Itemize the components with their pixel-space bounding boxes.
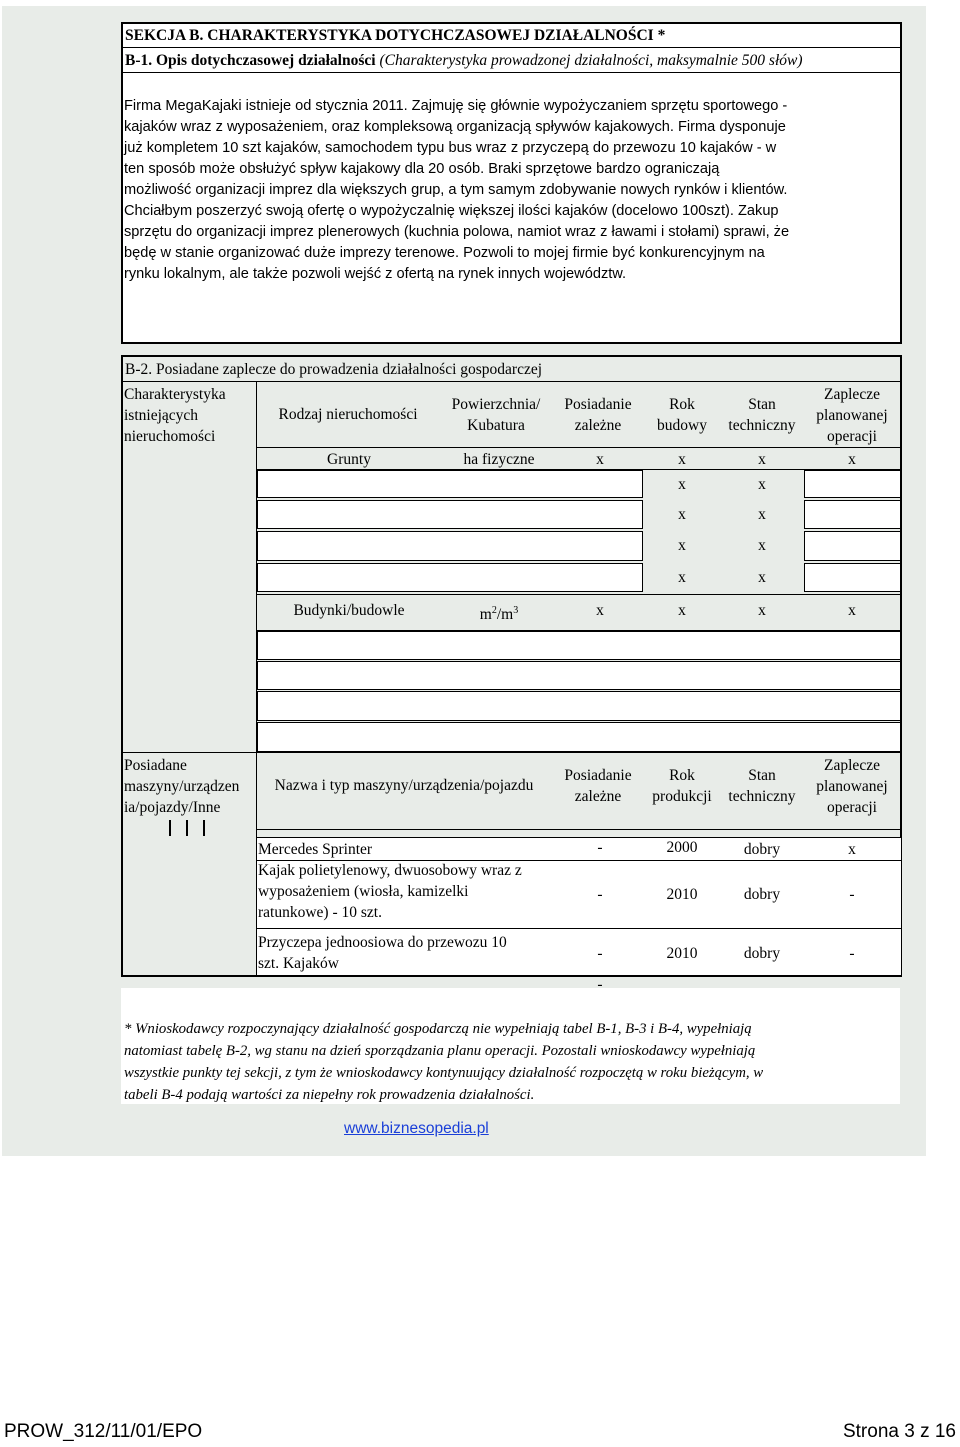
machine-year: 2010 — [666, 886, 698, 903]
budynki-condition: x — [758, 602, 766, 619]
budynki-label: Budynki/budowle — [293, 602, 405, 619]
machine-backup: - — [849, 886, 855, 903]
land-backup-cell[interactable] — [804, 531, 901, 561]
b1-title — [125, 51, 803, 71]
machines-header-year: Rok produkcji — [652, 767, 712, 805]
land-year-mark: x — [678, 569, 686, 586]
budynki-year: x — [678, 602, 686, 619]
grunty-label: Grunty — [327, 451, 371, 468]
land-year-mark: x — [678, 506, 686, 523]
footer-left: PROW_312/11/01/EPO — [4, 1421, 203, 1442]
building-row-cell[interactable] — [257, 691, 901, 721]
footnote — [124, 1018, 763, 1106]
header-type: Rodzaj nieruchomości — [278, 406, 418, 423]
b1-line: rynku lokalnym, ale także pozwoli wejść z ofertą na rynek innych województw. — [124, 266, 627, 282]
biznesopedia-link[interactable]: www.biznesopedia.pl — [344, 1120, 489, 1137]
land-condition-mark: x — [758, 506, 766, 523]
machine-name: Kajak polietylenowy, dwuosobowy wraz z wyposażeniem (wiosła, kamizelki ratunkowe) - 10 szt. — [258, 862, 522, 921]
header-area: Powierzchnia/ Kubatura — [451, 396, 541, 434]
footnote-line: wszystkie punkty tej sekcji, z tym że wnioskodawcy kontynuujący działalność rozpoczętą w roku bieżącym, w — [124, 1065, 764, 1081]
machine-dependent: - — [597, 886, 603, 903]
land-condition-mark: x — [758, 476, 766, 493]
grunty-dependent: x — [596, 451, 604, 468]
machine-name: Przyczepa jednoosiowa do przewozu 10 szt. Kajaków — [258, 934, 507, 972]
machine-name: Mercedes Sprinter — [258, 841, 373, 858]
land-name-cell[interactable] — [257, 500, 643, 529]
footnote-line: * Wnioskodawcy rozpoczynający działalność gospodarczą nie wypełniają tabel B-1, B-3 i B-4, wypełniają — [124, 1021, 752, 1037]
b1-title-italic: (Charakterystyka prowadzonej działalności, maksymalnie 500 słów) — [379, 52, 803, 69]
b1-line: sprzętu do organizacji imprez plenerowych (kuchnia polowa, namiot wraz z ławami i stołami) sprawi, że — [124, 224, 790, 240]
b1-title-bold: B-1. Opis dotychczasowej działalności — [125, 52, 376, 69]
machines-label: Posiadane maszyny/urządzen ia/pojazdy/Inne — [124, 757, 240, 816]
machine-backup: - — [849, 945, 855, 962]
b1-description — [124, 96, 789, 285]
land-year-mark: x — [678, 537, 686, 554]
budynki-unit: $m^2/m^3$ — [479, 605, 519, 624]
grunty-condition: x — [758, 451, 766, 468]
machine-condition: dobry — [743, 841, 781, 858]
b1-line: Chciałbym poszerzyć swoją ofertę o wypożyczalnię większej ilości kajaków (docelowo 100szt). Zakup — [124, 203, 779, 219]
machine-backup: x — [848, 841, 856, 858]
machine-condition: dobry — [743, 945, 781, 962]
grunty-unit: ha fizyczne — [463, 451, 535, 468]
header-backup: Zaplecze planowanej operacji — [816, 386, 888, 445]
b1-line: ten sposób może obsłużyć spływ kajakowy dla 20 osób. Braki sprzętowe bardzo ograniczają — [124, 161, 720, 177]
land-backup-cell[interactable] — [804, 563, 901, 592]
machine-year: 2000 — [666, 839, 698, 856]
building-row-cell[interactable] — [257, 661, 901, 690]
machines-header-name: Nazwa i typ maszyny/urządzenia/pojazdu — [274, 777, 534, 794]
land-name-cell[interactable] — [257, 531, 643, 561]
land-backup-cell[interactable] — [804, 500, 901, 529]
machines-header-condition: Stan techniczny — [728, 767, 796, 805]
machine-year: 2010 — [666, 945, 698, 962]
b1-line: kajaków wraz z wyposażeniem, oraz kompleksową organizacją spływów kajakowych. Firma dysponuje — [124, 119, 786, 135]
b1-line: możliwość organizacji imprez dla większych grup, a tym samym zdobywanie nowych rynków i klientów. — [124, 182, 788, 198]
section-title: SEKCJA B. CHARAKTERYSTYKA DOTYCHCZASOWEJ DZIAŁALNOŚCI * — [125, 27, 666, 44]
land-year-mark: x — [678, 476, 686, 493]
machine-dependent: - — [597, 945, 603, 962]
machines-header-dependent: Posiadanie zależne — [564, 767, 632, 805]
b1-line: będę w stanie organizować duże imprezy terenowe. Pozwoli to mojej firmie być konkurencyjnym na — [124, 245, 765, 261]
grunty-year: x — [678, 451, 686, 468]
building-row-cell[interactable] — [257, 722, 901, 752]
grunty-backup: x — [848, 451, 856, 468]
budynki-backup: x — [848, 602, 856, 619]
land-name-cell[interactable] — [257, 470, 643, 498]
b1-line: już kompletem 10 szt kajaków, samochodem typu bus wraz z przyczepą do przewozu 10 kajaków - w — [124, 140, 777, 156]
machines-header-backup: Zaplecze planowanej operacji — [816, 757, 888, 816]
checkbox-mark — [169, 820, 171, 836]
footnote-line: tabeli B-4 podają wartości za niepełny rok prowadzenia działalności. — [124, 1087, 535, 1103]
land-condition-mark: x — [758, 569, 766, 586]
real-estate-label: Charakterystyka istniejących nieruchomości — [124, 386, 226, 445]
trailing-dash: - — [597, 976, 603, 993]
machine-dependent: - — [597, 839, 603, 856]
b2-title: B-2. Posiadane zaplecze do prowadzenia działalności gospodarczej — [125, 361, 543, 378]
b1-line: Firma MegaKajaki istnieje od stycznia 2011. Zajmuję się głównie wypożyczaniem sprzętu sportowego - — [124, 98, 788, 114]
footer-right: Strona 3 z 16 — [842, 1421, 956, 1442]
footnote-line: natomiast tabelę B-2, wg stanu na dzień sporządzania planu operacji. Pozostali wnioskodawcy wypełniają — [124, 1043, 756, 1059]
land-condition-mark: x — [758, 537, 766, 554]
checkbox-mark — [203, 820, 205, 836]
machine-condition: dobry — [743, 886, 781, 903]
land-backup-cell[interactable] — [804, 470, 901, 498]
checkbox-mark — [186, 820, 188, 836]
header-year: Rok budowy — [657, 396, 707, 434]
header-condition: Stan techniczny — [728, 396, 796, 434]
budynki-dependent: x — [596, 602, 604, 619]
building-row-cell[interactable] — [257, 631, 901, 660]
header-dependent: Posiadanie zależne — [564, 396, 632, 434]
land-name-cell[interactable] — [257, 563, 643, 592]
